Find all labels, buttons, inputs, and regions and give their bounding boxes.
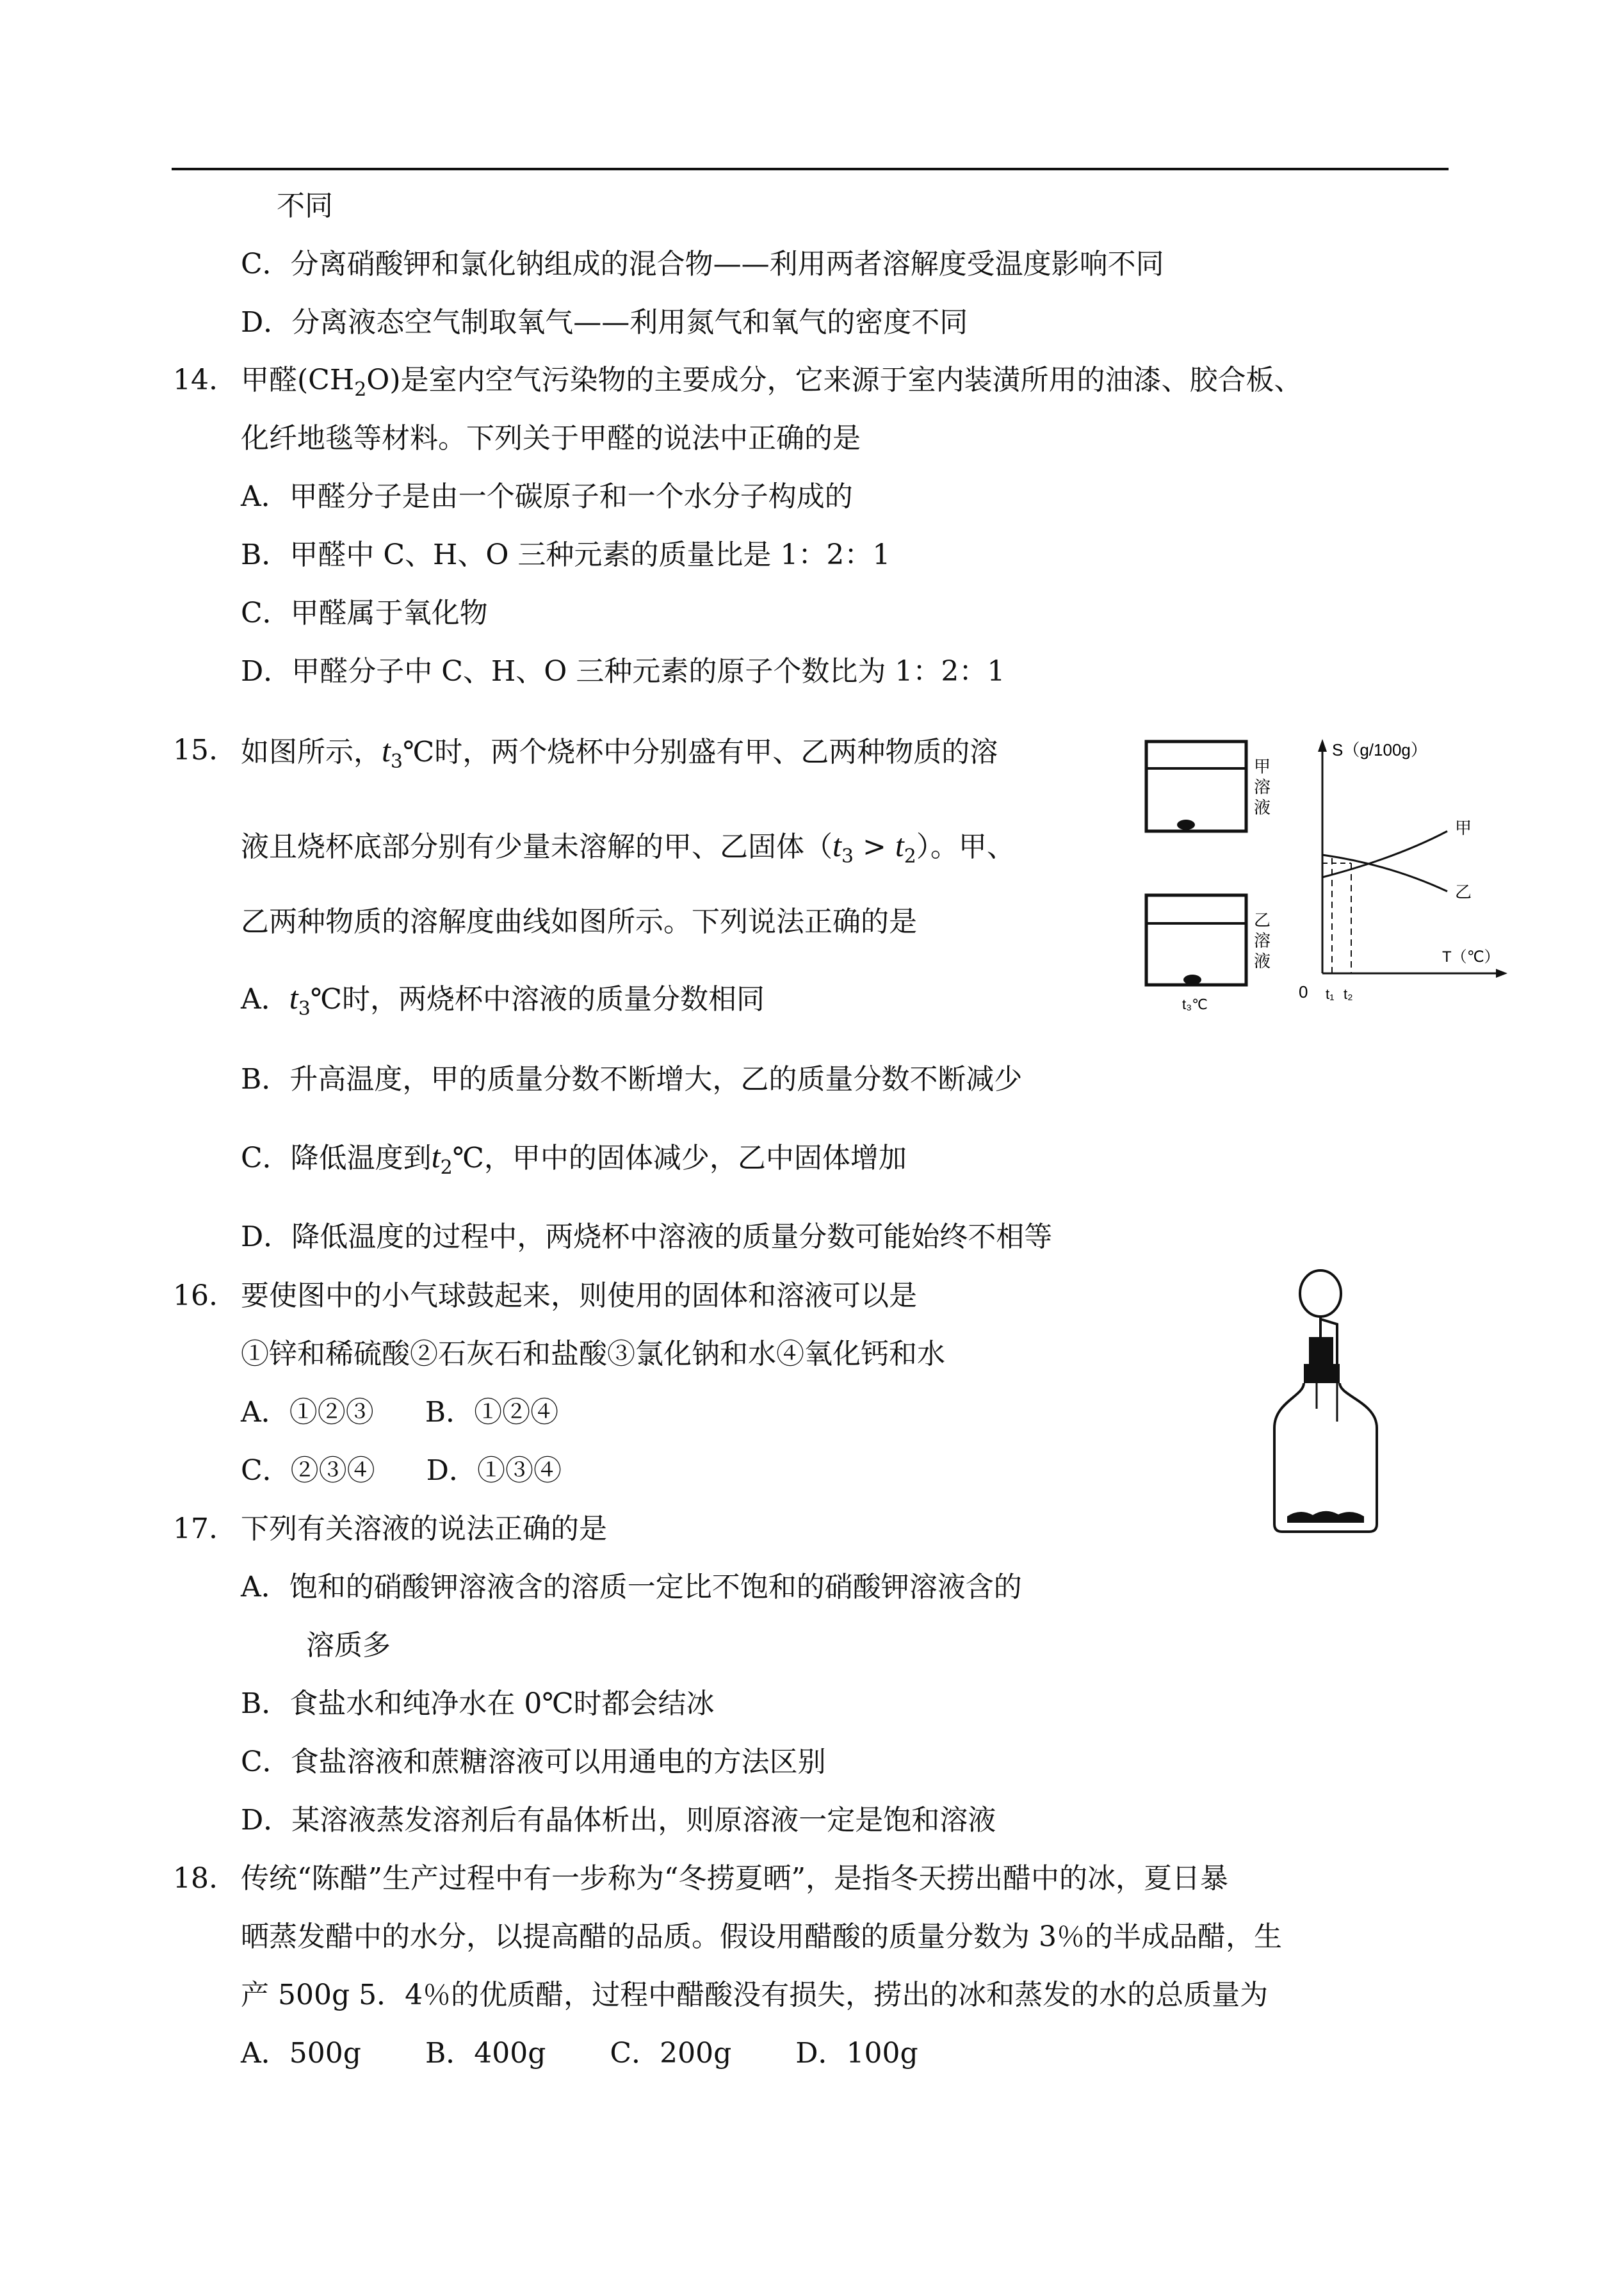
q14-option-d: D．甲醛分子中 C、H、O 三种元素的原子个数比为 1：2：1 <box>241 655 1005 688</box>
q18-option-d: D．100g <box>795 2037 918 2070</box>
q15-option-b: B．升高温度，甲的质量分数不断增大，乙的质量分数不断减少 <box>241 1063 1023 1096</box>
beaker-jia <box>1146 742 1271 831</box>
beaker-yi-label-3: 液 <box>1254 952 1271 971</box>
curve-jia <box>1322 831 1447 877</box>
q17-stem: 下列有关溶液的说法正确的是 <box>241 1512 607 1545</box>
beaker-yi <box>1146 895 1271 1012</box>
q14-number: 14. <box>173 364 218 396</box>
q14-option-c: C．甲醛属于氧化物 <box>241 597 488 629</box>
q18-options <box>241 2034 970 2073</box>
q14-option-b: B．甲醛中 C、H、O 三种元素的质量比是 1：2：1 <box>241 539 891 571</box>
q18-number: 18. <box>173 1862 218 1895</box>
q14-stem-line2: 化纤地毯等材料。下列关于甲醛的说法中正确的是 <box>241 422 861 455</box>
q15-stem-line2: 液且烧杯底部分别有少量未溶解的甲、乙固体$(t_3 > t_2)$。甲、 <box>241 827 1015 868</box>
q16-option-c: C．②③④ <box>241 1454 375 1487</box>
curve-yi-label: 乙 <box>1455 882 1472 902</box>
q18-stem-line3: 产 500g 5．4％的优质醋，过程中醋酸没有损失，捞出的冰和蒸发的水的总质量为 <box>241 1979 1269 2011</box>
q17-option-c: C．食盐溶液和蔗糖溶液可以用通电的方法区别 <box>241 1746 826 1778</box>
q14-option-a: A．甲醛分子是由一个碳原子和一个水分子构成的 <box>241 480 853 513</box>
q16-items: ①锌和稀硫酸②石灰石和盐酸③氯化钠和水④氧化钙和水 <box>241 1338 945 1370</box>
q13-continuation: 不同 <box>277 190 333 222</box>
balloon-bottle-figure <box>1262 1261 1390 1543</box>
y-axis-label: S（g/100g） <box>1332 740 1427 759</box>
q18-stem-line2: 晒蒸发醋中的水分，以提高醋的品质。假设用醋酸的质量分数为 3％的半成品醋，生 <box>241 1920 1282 1953</box>
x-axis-label: T（℃） <box>1442 948 1500 966</box>
q13-option-d: D．分离液态空气制取氧气——利用氮气和氧气的密度不同 <box>241 306 968 339</box>
q17-option-a-line2: 溶质多 <box>306 1629 391 1662</box>
beaker-jia-label-2: 溶 <box>1254 777 1271 797</box>
q16-stem: 要使图中的小气球鼓起来，则使用的固体和溶液可以是 <box>241 1279 917 1312</box>
q17-option-b: B．食盐水和纯净水在 0℃时都会结冰 <box>241 1687 715 1720</box>
beaker-yi-label-1: 乙 <box>1254 911 1271 930</box>
balloon-icon <box>1300 1270 1341 1317</box>
q15-stem-line3: 乙两种物质的溶解度曲线如图所示。下列说法正确的是 <box>241 905 917 938</box>
q16-number: 16. <box>173 1279 218 1312</box>
q15-number: 15. <box>173 734 218 766</box>
q15-option-d: D．降低温度的过程中，两烧杯中溶液的质量分数可能始终不相等 <box>241 1220 1053 1253</box>
q15-figure <box>1140 730 1537 1037</box>
q18-option-b: B．400g <box>425 2037 546 2070</box>
q15-option-c: C．降低温度到$t_2℃$，甲中的固体减少，乙中固体增加 <box>241 1139 907 1179</box>
beaker-temp-label: t₃℃ <box>1182 996 1208 1012</box>
q18-stem-line1: 传统“陈醋”生产过程中有一步称为“冬捞夏晒”，是指冬天捞出醋中的冰，夏日暴 <box>241 1862 1228 1895</box>
beaker-jia-label-3: 液 <box>1254 798 1271 817</box>
q16-option-b: B．①②④ <box>425 1396 559 1429</box>
q17-number: 17. <box>173 1512 218 1545</box>
beaker-yi-label-2: 溶 <box>1254 931 1271 950</box>
q14-stem-line1: 甲醛$(CH_2O)$是室内空气污染物的主要成分，它来源于室内装潢所用的油漆、胶合板、 <box>241 364 1303 401</box>
t2-label: t₂ <box>1344 986 1353 1002</box>
origin-label: 0 <box>1299 982 1308 1002</box>
q13-option-c: C．分离硝酸钾和氯化钠组成的混合物——利用两者溶解度受温度影响不同 <box>241 248 1164 280</box>
solubility-chart <box>1299 739 1507 1002</box>
q18-option-c: C．200g <box>610 2037 732 2070</box>
header-rule <box>172 168 1449 170</box>
q15-stem-line1: 如图所示，$t_3℃$时，两个烧杯中分别盛有甲、乙两种物质的溶 <box>241 733 998 773</box>
q16-option-a: A．①②③ <box>241 1396 374 1429</box>
q16-options-row2 <box>241 1452 613 1490</box>
t1-label: t₁ <box>1326 986 1335 1002</box>
curve-jia-label: 甲 <box>1455 818 1472 838</box>
q18-option-a: A．500g <box>241 2037 361 2070</box>
q16-option-d: D．①③④ <box>426 1454 562 1487</box>
q17-option-a-line1: A．饱和的硝酸钾溶液含的溶质一定比不饱和的硝酸钾溶液含的 <box>241 1571 1022 1603</box>
q16-options-row1 <box>241 1393 610 1432</box>
q17-option-d: D．某溶液蒸发溶剂后有晶体析出，则原溶液一定是饱和溶液 <box>241 1804 996 1837</box>
q15-option-a: A．$t_3℃$时，两烧杯中溶液的质量分数相同 <box>241 980 765 1020</box>
beaker-jia-label-1: 甲 <box>1254 757 1271 776</box>
